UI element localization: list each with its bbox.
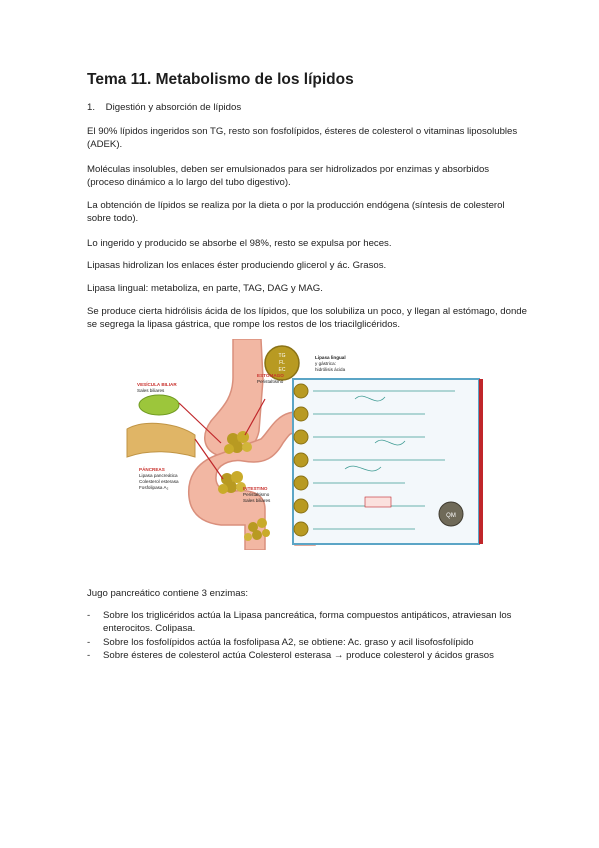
list-item: - Sobre los triglicéridos actúa la Lipasa pancreática, forma compuestos antipáticos, atraviesan los enterocitos. Colipasa. xyxy=(87,610,512,635)
list-marker: - xyxy=(87,610,91,621)
list-marker: - xyxy=(87,636,91,648)
paragraph: Lo ingerido y producido se absorbe el 98%, resto se expulsa por heces. xyxy=(87,238,392,249)
label-pancreas: Colesterol esterasa xyxy=(139,479,179,484)
label-pancreas: Fosfolipasa A₂ xyxy=(139,485,169,490)
enzyme-box xyxy=(365,497,391,507)
paragraph: El 90% lípidos ingeridos son TG, resto son fosfolípidos, ésteres de colesterol o vitaminas liposolubles (ADEK). xyxy=(87,126,518,151)
label-lingual: Lipasa lingual xyxy=(315,355,346,360)
section-number: 1. xyxy=(87,102,96,113)
chylomicron-label: QM xyxy=(446,513,456,519)
enzyme-list xyxy=(87,609,527,663)
label-gallbladder: Sales biliares xyxy=(137,388,165,393)
section-heading xyxy=(87,102,241,113)
label-lingual: y gástrica: xyxy=(315,361,336,366)
label-stomach: ESTÓMAGO xyxy=(257,373,284,378)
paragraph: La obtención de lípidos se realiza por la dieta o por la producción endógena (síntesis de colesterol sobre todo). xyxy=(87,200,505,225)
label-pancreas: PÁNCREAS xyxy=(139,467,165,472)
label-lingual: hidrólisis ácida xyxy=(315,367,346,372)
label-pancreas: Lipasa pancreática xyxy=(139,473,178,478)
label-stomach: Peristaltismo xyxy=(257,379,284,384)
droplet-label: TG xyxy=(278,353,286,359)
list-item: - Sobre ésteres de colesterol actúa Colesterol esterasa → produce colesterol y ácidos grasos xyxy=(87,650,494,662)
gallbladder-shape xyxy=(139,395,179,415)
svg-text:EC: EC xyxy=(278,367,286,373)
paragraph: Se produce cierta hidrólisis ácida de los lípidos, que los solubiliza un poco, y llegan al estómago, donde se segrega la lipasa gástrica, que rompe los restos de los triacilglicéridos. xyxy=(87,306,527,331)
list-marker: - xyxy=(87,650,91,662)
lipid-digestion-diagram xyxy=(125,339,485,550)
paragraph: Moléculas insolubles, deben ser emulsionados para ser hidrolizados por enzimas y absorbidos (proceso dinámico a lo largo del tubo digestivo). xyxy=(87,164,490,189)
label-intestine: Peristaltismo xyxy=(243,492,270,497)
lymph-bar xyxy=(479,379,483,544)
label-intestine: INTESTINO xyxy=(243,486,268,491)
section-heading-text: Digestión y absorción de lípidos xyxy=(105,102,242,113)
paragraph: Jugo pancreático contiene 3 enzimas: xyxy=(87,588,249,599)
lipid-digestion-figure xyxy=(125,339,485,550)
label-gallbladder: VESÍCULA BILIAR xyxy=(137,382,177,387)
svg-text:FL: FL xyxy=(279,360,285,366)
paragraph: Lipasa lingual: metaboliza, en parte, TAG, DAG y MAG. xyxy=(87,283,323,294)
list-item: - Sobre los fosfolípidos actúa la fosfolipasa A2, se obtiene: Ac. graso y acil lisofosfolípido xyxy=(87,636,474,648)
paragraph: Lipasas hidrolizan los enlaces éster produciendo glicerol y ác. Grasos. xyxy=(87,260,387,271)
page-title: Tema 11. Metabolismo de los lípidos xyxy=(87,71,354,88)
label-intestine: Sales biliares xyxy=(243,498,271,503)
